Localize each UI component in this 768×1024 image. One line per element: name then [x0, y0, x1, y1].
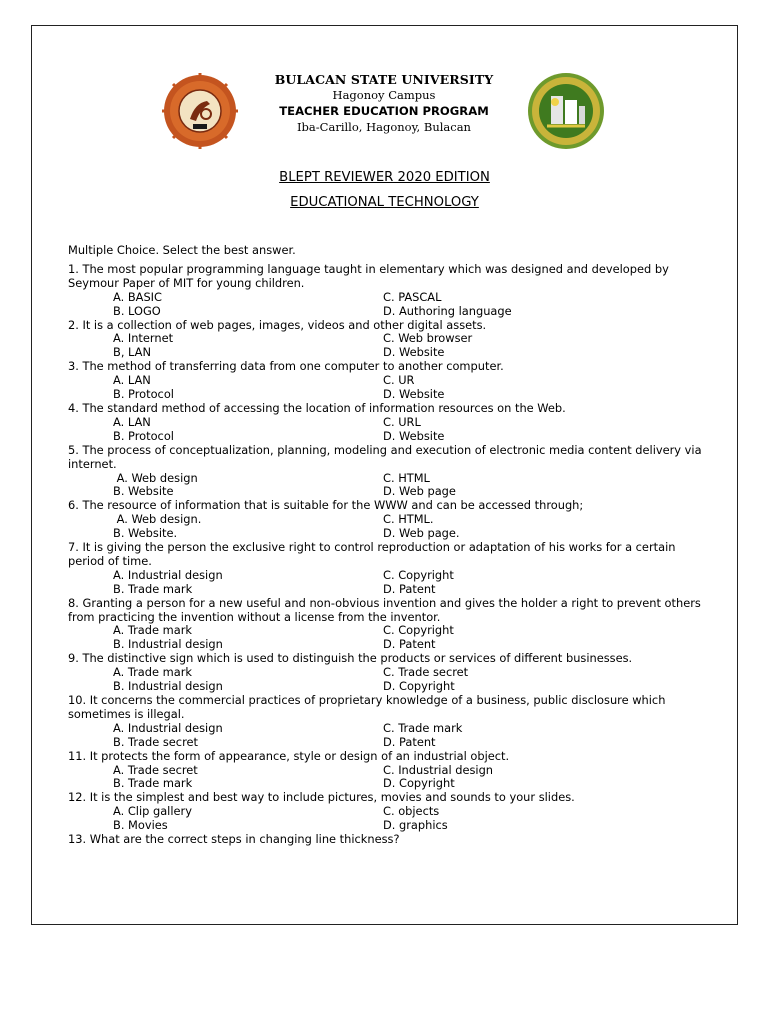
answer-option: D. graphics — [383, 818, 448, 833]
answer-option: B. LOGO — [113, 303, 161, 318]
answer-options — [68, 332, 708, 360]
answer-option: C. Industrial design — [383, 762, 494, 777]
answer-option: D. Website — [383, 428, 445, 443]
answer-option: C. HTML. — [383, 512, 434, 527]
question-item — [68, 360, 708, 402]
answer-option: D. Copyright — [383, 776, 455, 791]
answer-options — [68, 513, 708, 541]
question-item — [68, 541, 708, 597]
answer-option: B, LAN — [113, 345, 151, 360]
answer-option: B. Website — [113, 484, 174, 499]
answer-options — [68, 805, 708, 833]
question-item — [68, 652, 708, 694]
answer-option: B. Trade mark — [113, 776, 193, 791]
answer-options — [68, 569, 708, 597]
answer-option: A. LAN — [113, 373, 151, 388]
answer-options — [68, 764, 708, 792]
question-item — [68, 750, 708, 792]
answer-option: B. Website. — [113, 526, 178, 541]
answer-options — [68, 722, 708, 750]
answer-options — [68, 291, 708, 319]
answer-option: A. Trade mark — [113, 623, 192, 638]
bulacan-state-university-seal-icon — [162, 73, 238, 149]
answer-option: D. Patent — [383, 637, 436, 652]
question-stem: 13. What are the correct steps in changing line thickness? — [68, 832, 400, 847]
answer-option: C. URL — [383, 414, 421, 429]
question-stem: 6. The resource of information that is suitable for the WWW and can be accessed through; — [68, 498, 584, 513]
answer-option: C. PASCAL — [383, 289, 442, 304]
answer-options — [68, 666, 708, 694]
answer-option: A. Clip gallery — [113, 804, 192, 819]
letterhead — [240, 72, 528, 136]
program-name: TEACHER EDUCATION PROGRAM — [279, 104, 489, 118]
document-subtitle: EDUCATIONAL TECHNOLOGY — [290, 195, 479, 210]
answer-option: A. BASIC — [113, 289, 162, 304]
university-name: BULACAN STATE UNIVERSITY — [274, 72, 494, 87]
question-item — [68, 499, 708, 541]
question-stem: 10. It concerns the commercial practices of proprietary knowledge of a business, public disclosure which sometimes is illegal. — [68, 693, 666, 721]
answer-options — [68, 624, 708, 652]
answer-option: D. Patent — [383, 581, 436, 596]
question-stem: 1. The most popular programming language taught in elementary which was designed and developed by Seymour Paper of MIT for young children. — [68, 261, 669, 290]
answer-option: A. Web design. — [113, 512, 202, 527]
answer-options — [68, 374, 708, 402]
answer-option: C. Copyright — [383, 623, 454, 638]
question-stem: 3. The method of transferring data from one computer to another computer. — [68, 359, 504, 374]
document-title: BLEPT REVIEWER 2020 EDITION — [279, 170, 490, 185]
answer-option: A. Industrial design — [113, 720, 223, 735]
answer-option: A. Trade secret — [113, 762, 198, 777]
answer-option: B. Movies — [113, 818, 168, 833]
question-item — [68, 791, 708, 833]
answer-option: C. objects — [383, 804, 440, 819]
question-stem: 7. It is giving the person the exclusive right to control reproduction or adaptation of his works for a certain period of time. — [68, 540, 676, 568]
teacher-education-seal-icon — [527, 72, 605, 150]
answer-option: C. Trade secret — [383, 665, 469, 680]
answer-option: B. Protocol — [113, 387, 174, 402]
question-stem: 12. It is the simplest and best way to include pictures, movies and sounds to your slides. — [68, 790, 575, 805]
campus-name: Hagonoy Campus — [332, 88, 436, 102]
answer-option: D. Copyright — [383, 679, 455, 694]
answer-option: B. Trade mark — [113, 581, 193, 596]
answer-option: C. Web browser — [383, 331, 473, 346]
question-item — [68, 319, 708, 361]
answer-option: D. Website — [383, 387, 445, 402]
question-item — [68, 402, 708, 444]
question-item — [68, 694, 708, 750]
answer-option: B. Industrial design — [113, 679, 223, 694]
answer-option: A. Trade mark — [113, 665, 192, 680]
answer-option: C. Trade mark — [383, 720, 463, 735]
campus-address: Iba-Carillo, Hagonoy, Bulacan — [297, 120, 471, 134]
question-stem: 4. The standard method of accessing the location of information resources on the Web. — [68, 400, 566, 415]
question-item — [68, 597, 708, 653]
question-stem: 8. Granting a person for a new useful and non-obvious invention and gives the holder a right to prevent others from practicing the invention without a license from the inventor. — [68, 595, 701, 624]
answer-option: A. Web design — [113, 470, 198, 485]
answer-option: D. Patent — [383, 734, 436, 749]
question-stem: 9. The distinctive sign which is used to distinguish the products or services of different businesses. — [68, 651, 633, 666]
answer-option: A. Industrial design — [113, 567, 223, 582]
instructions: Multiple Choice. Select the best answer. — [68, 243, 296, 257]
question-item — [68, 263, 708, 319]
questions-container — [68, 263, 708, 847]
answer-option: D. Web page — [383, 484, 456, 499]
answer-option: A. LAN — [113, 414, 151, 429]
answer-option: C. UR — [383, 373, 415, 388]
question-item — [68, 833, 708, 847]
answer-option: B. Protocol — [113, 428, 174, 443]
answer-option: C. HTML — [383, 470, 430, 485]
answer-option: B. Industrial design — [113, 637, 223, 652]
question-item — [68, 444, 708, 500]
question-stem: 2. It is a collection of web pages, images, videos and other digital assets. — [68, 317, 487, 332]
answer-option: A. Internet — [113, 331, 174, 346]
answer-options — [68, 416, 708, 444]
answer-options — [68, 472, 708, 500]
question-list — [68, 244, 708, 847]
answer-option: C. Copyright — [383, 567, 454, 582]
answer-option: B. Trade secret — [113, 734, 198, 749]
question-stem: 5. The process of conceptualization, planning, modeling and execution of electronic media content delivery via internet. — [68, 442, 702, 471]
question-stem: 11. It protects the form of appearance, style or design of an industrial object. — [68, 748, 510, 763]
answer-option: D. Authoring language — [383, 303, 512, 318]
answer-option: D. Web page. — [383, 526, 460, 541]
answer-option: D. Website — [383, 345, 445, 360]
